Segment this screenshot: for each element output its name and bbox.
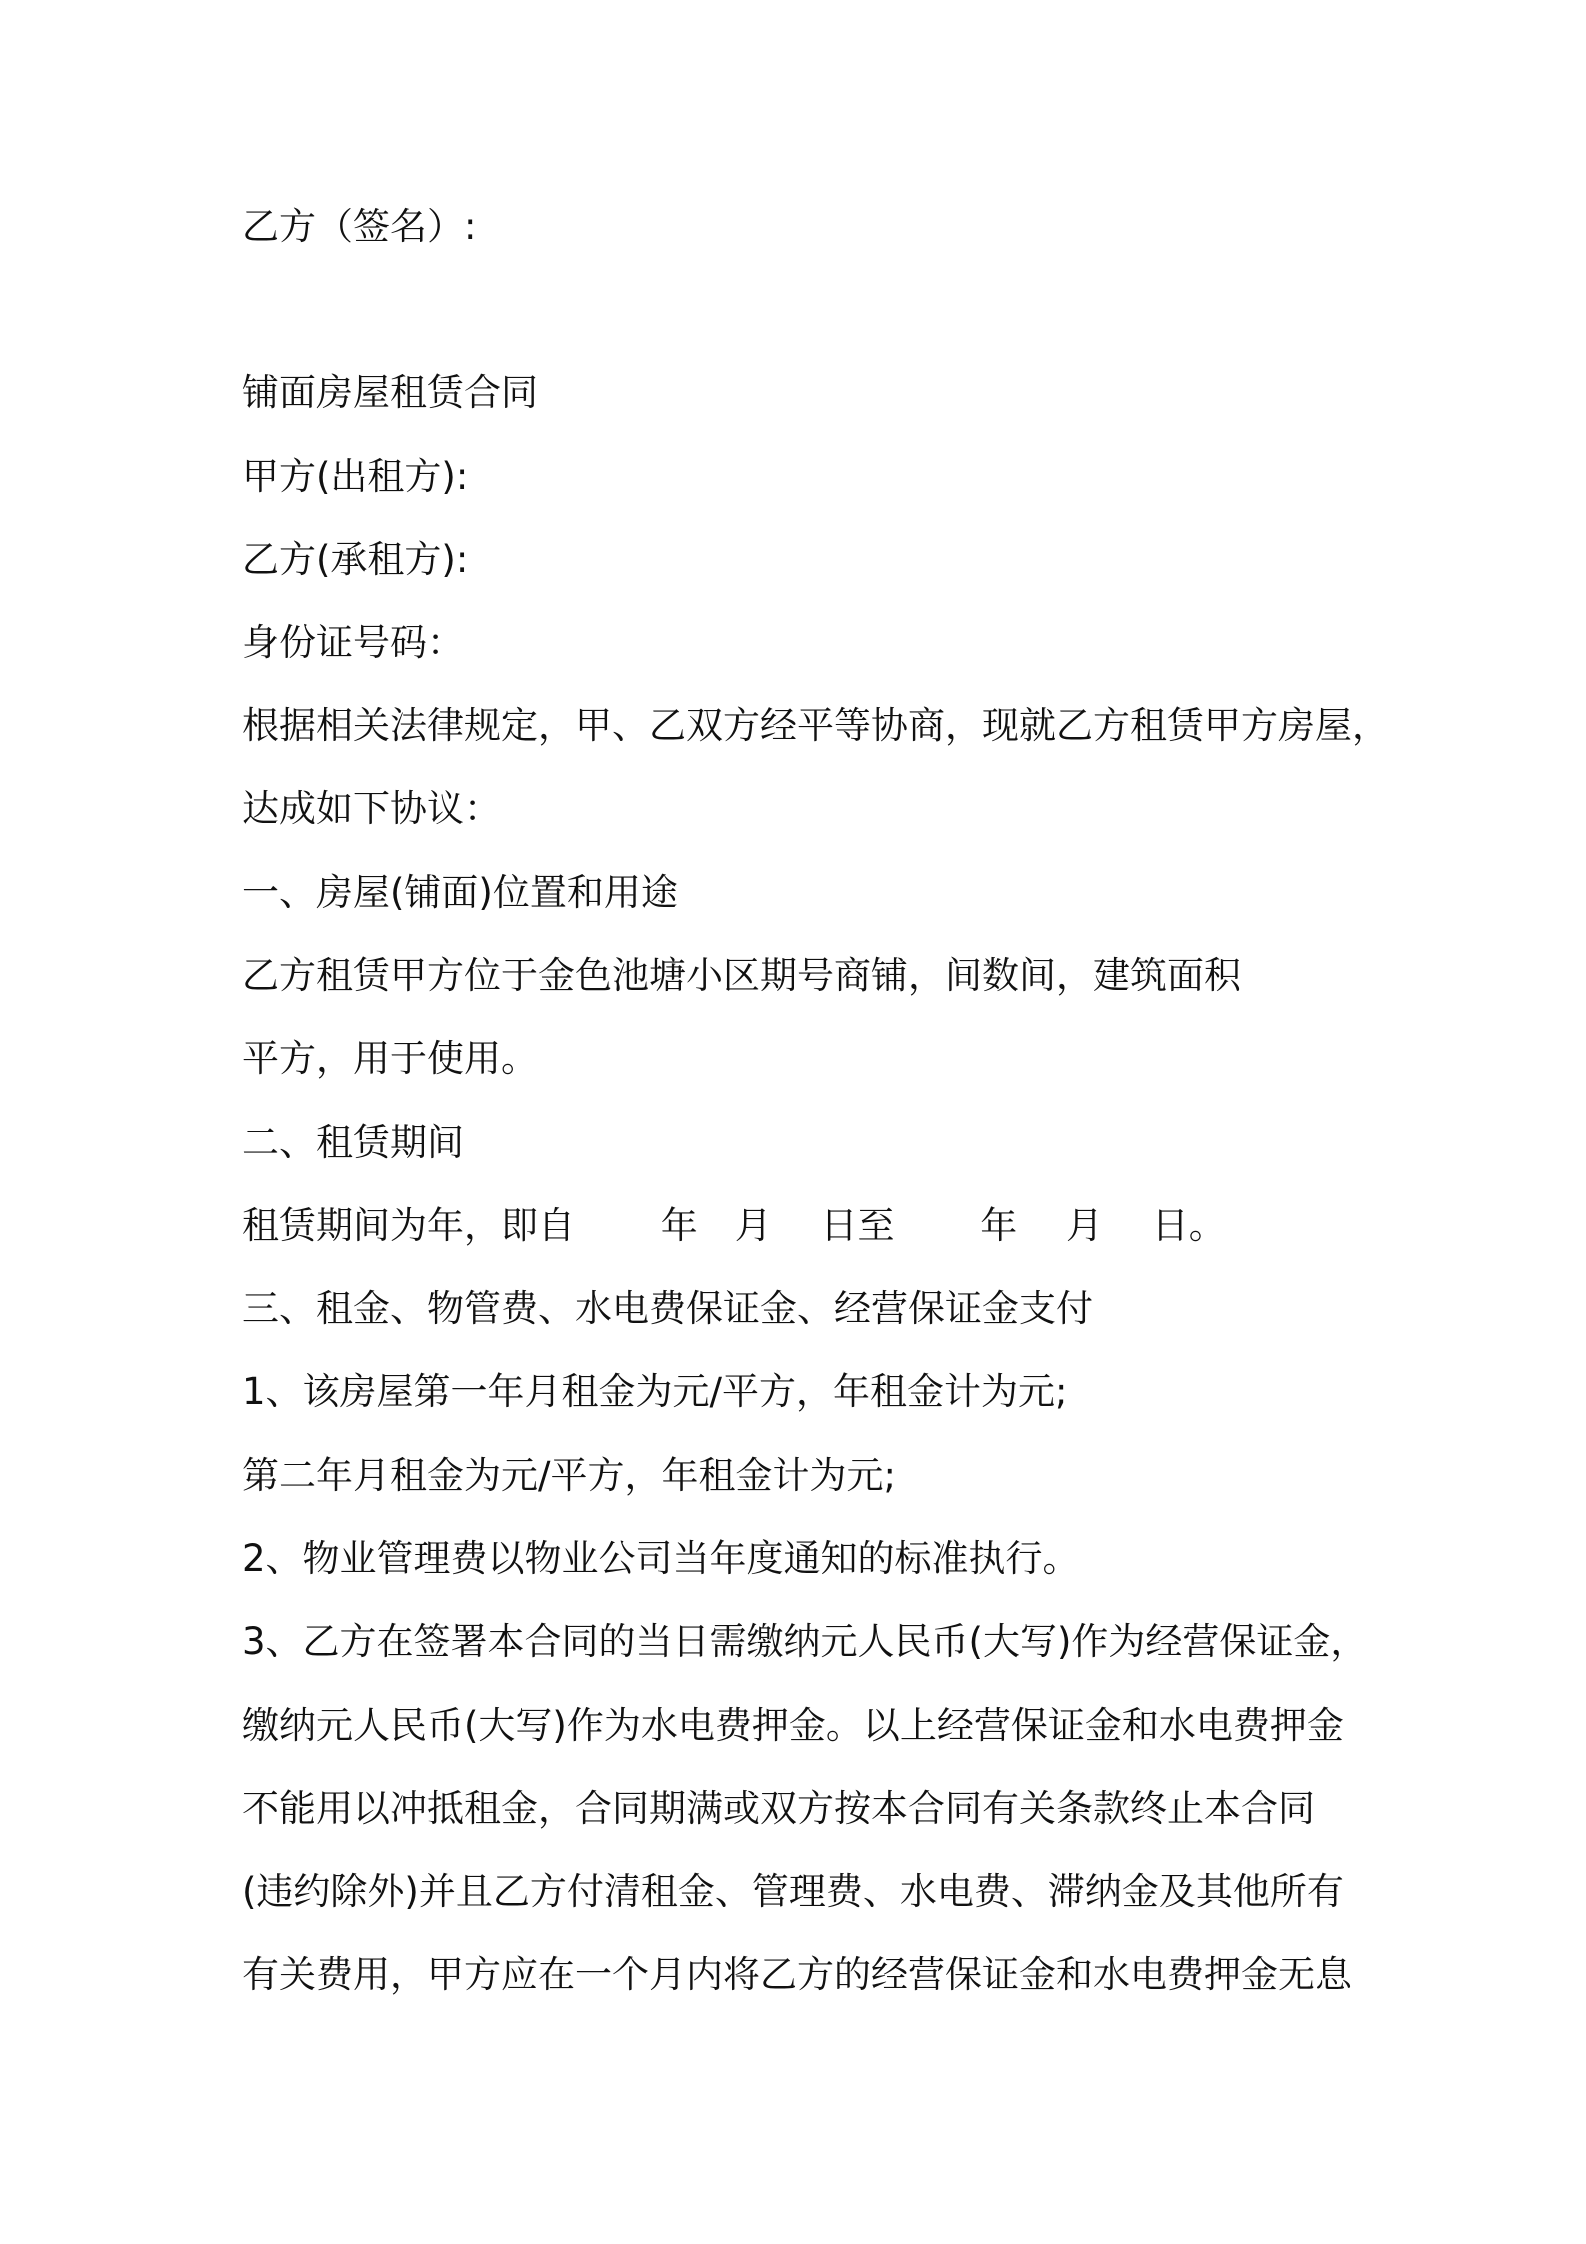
item-1-line-2: 第二年月租金为元/平方，年租金计为元; xyxy=(242,1454,896,1497)
item-3-line-3: 不能用以冲抵租金，合同期满或双方按本合同有关条款终止本合同 xyxy=(242,1787,1315,1830)
section-1-text-line-2: 平方，用于使用。 xyxy=(242,1037,538,1080)
section-1-text-line-1: 乙方租赁甲方位于金色池塘小区期号商铺，间数间，建筑面积 xyxy=(242,954,1241,997)
section-1-heading: 一、房屋(铺面)位置和用途 xyxy=(242,871,678,914)
item-3-line-2: 缴纳元人民币(大写)作为水电费押金。以上经营保证金和水电费押金 xyxy=(242,1704,1344,1747)
id-number-label: 身份证号码： xyxy=(242,621,464,664)
item-3-line-5: 有关费用，甲方应在一个月内将乙方的经营保证金和水电费押金无息 xyxy=(242,1953,1352,1996)
party-a-lessor: 甲方(出租方): xyxy=(242,455,469,498)
party-b-lessee: 乙方(承租方): xyxy=(242,538,469,581)
item-2: 2、物业管理费以物业公司当年度通知的标准执行。 xyxy=(242,1537,1080,1580)
preamble-line-1: 根据相关法律规定，甲、乙双方经平等协商，现就乙方租赁甲方房屋， xyxy=(242,704,1389,747)
item-3-line-1: 3、乙方在签署本合同的当日需缴纳元人民币(大写)作为经营保证金， xyxy=(242,1620,1368,1663)
contract-title: 铺面房屋租赁合同 xyxy=(242,371,538,414)
section-2-heading: 二、租赁期间 xyxy=(242,1121,464,1164)
item-3-line-4: (违约除外)并且乙方付清租金、管理费、水电费、滞纳金及其他所有 xyxy=(242,1870,1344,1913)
signature-line-party-b: 乙方（签名）: xyxy=(242,205,477,248)
item-1-line-1: 1、该房屋第一年月租金为元/平方，年租金计为元; xyxy=(242,1370,1068,1413)
section-2-text: 租赁期间为年，即自 年 月 日至 年 月 日。 xyxy=(242,1204,1226,1247)
section-3-heading: 三、租金、物管费、水电费保证金、经营保证金支付 xyxy=(242,1287,1093,1330)
preamble-line-2: 达成如下协议： xyxy=(242,787,501,830)
